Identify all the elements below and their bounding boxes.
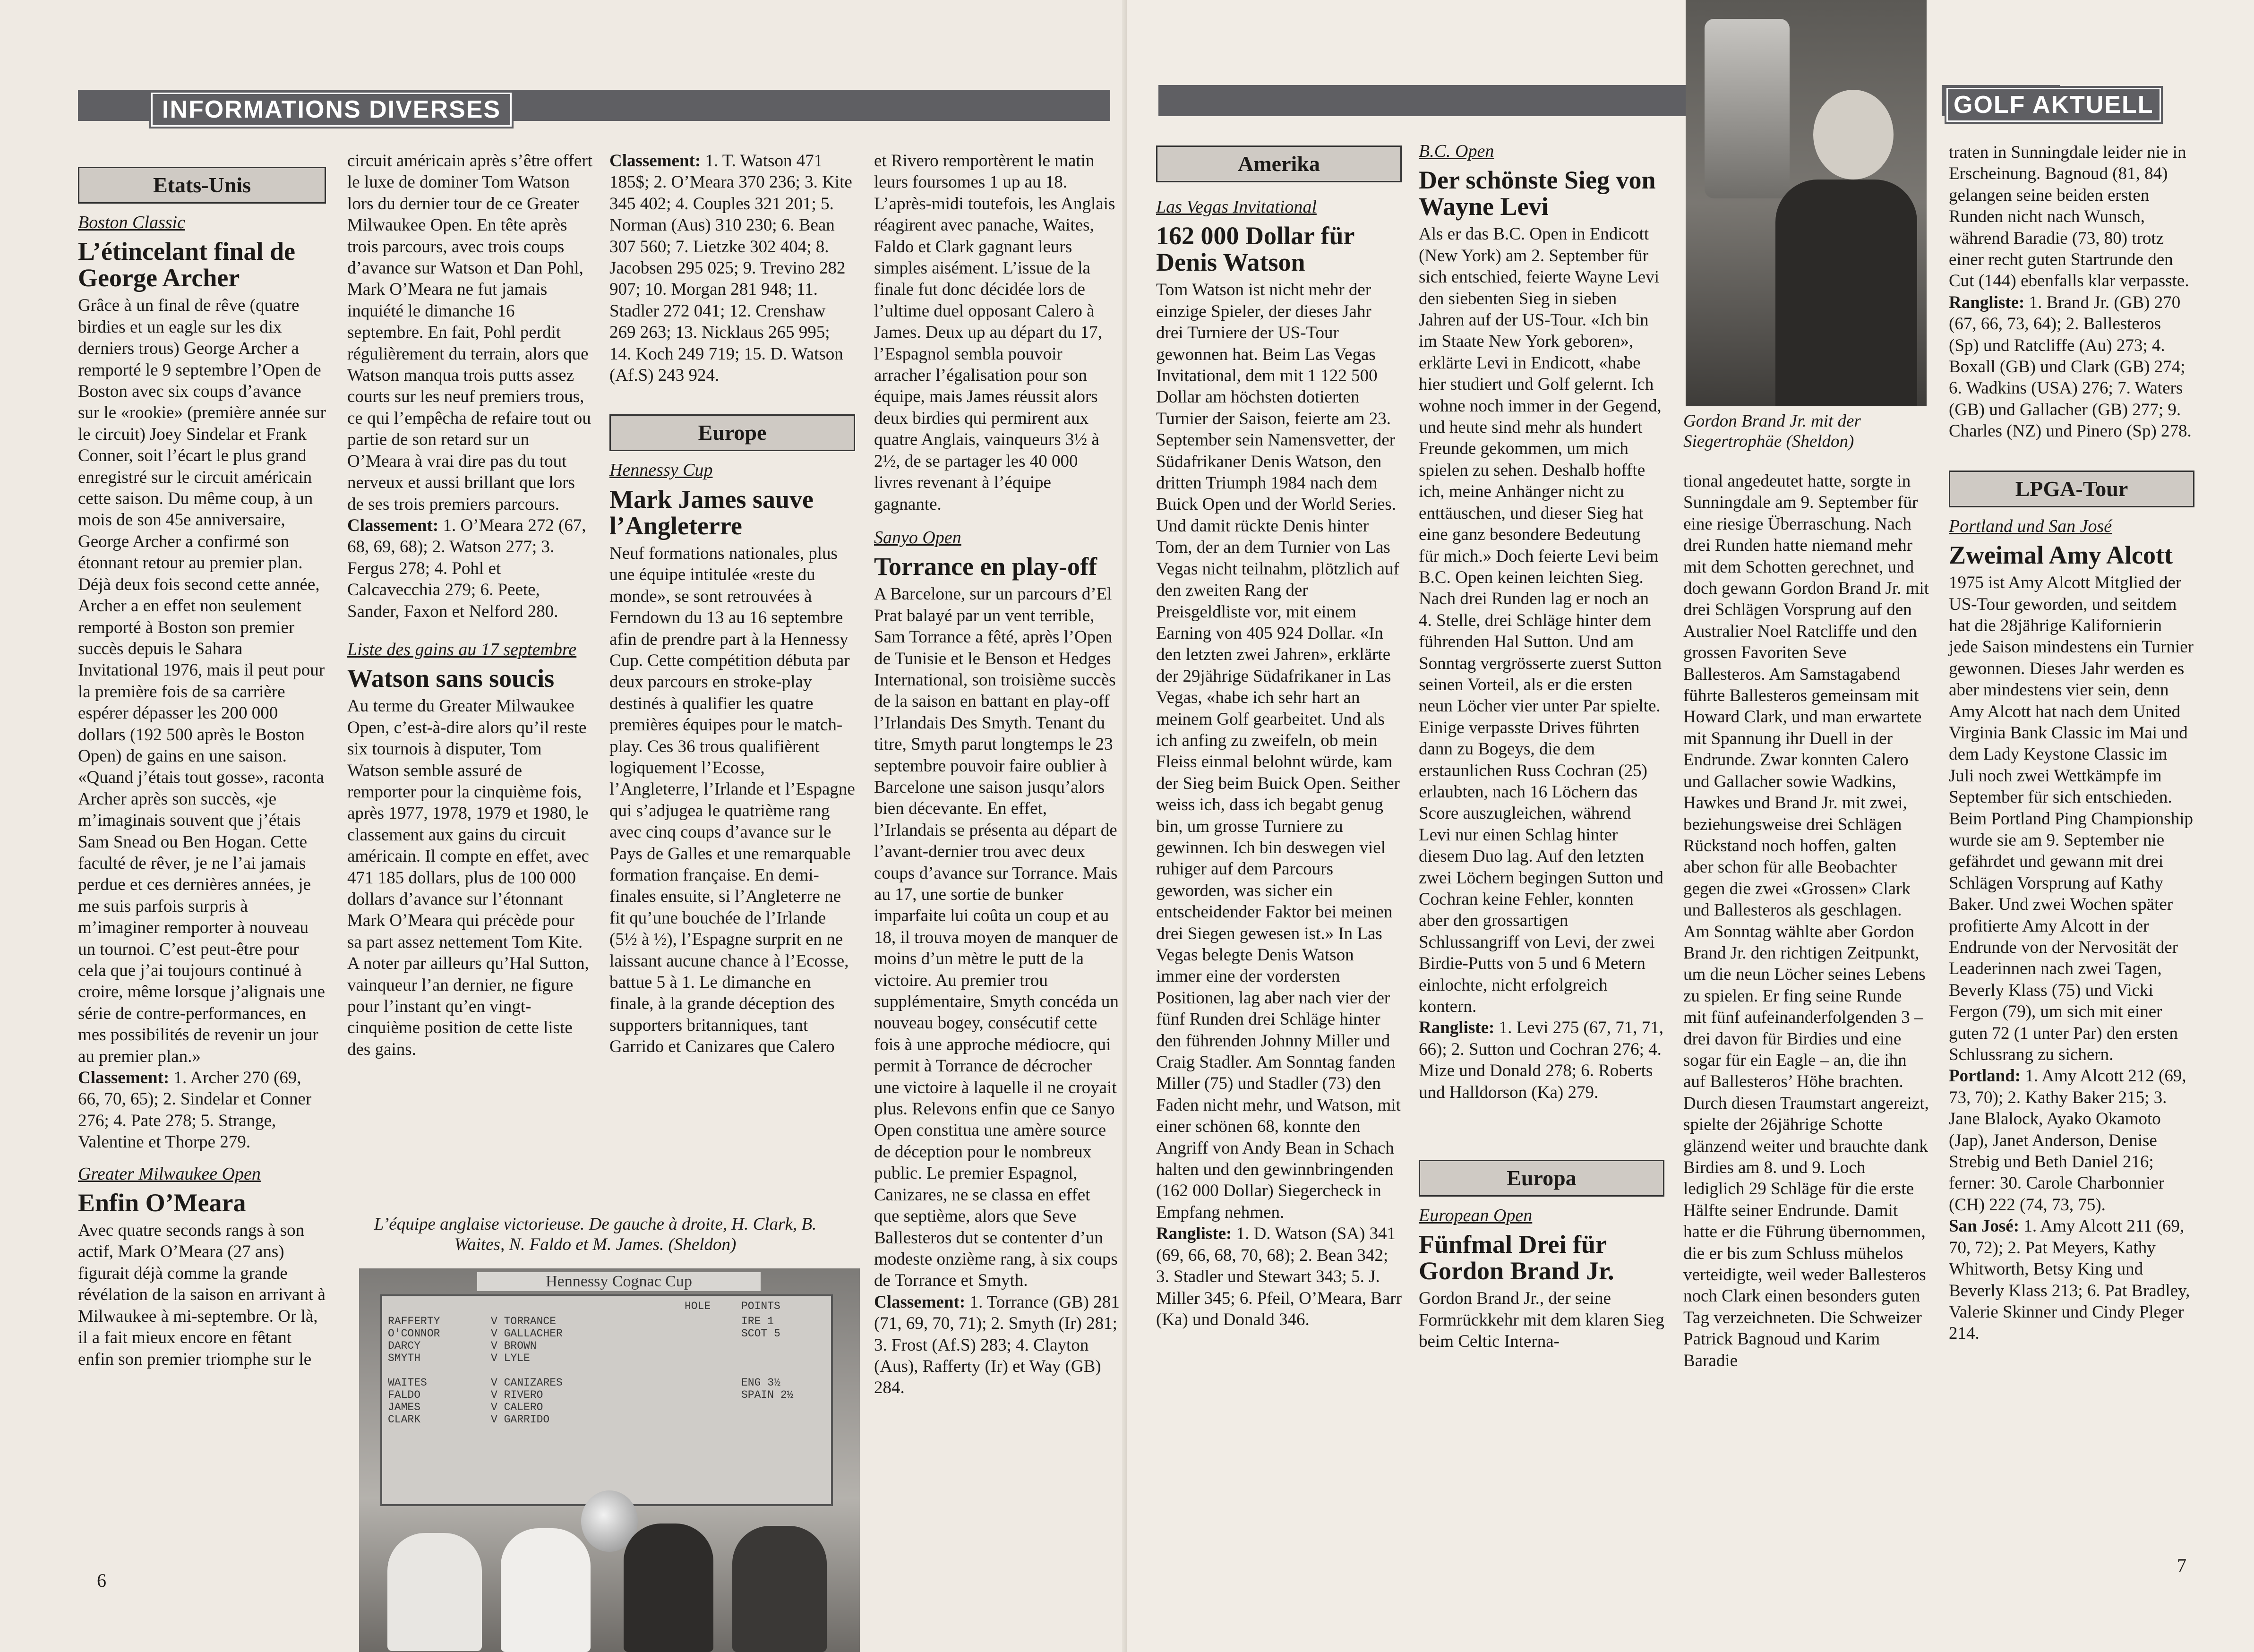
ranking-milwaukee: Classement: 1. O’Meara 272 (67, 68, 69, 68); 2. Watson 277; 3. Fergus 278; 4. Pohl et Calcavecchia 279; 6. Peete, Sander, Faxon et Nelford 280. [347,515,586,621]
kicker-hennessy-cup: Hennessy Cup [609,460,713,480]
article-body-hennessy: Neuf formations nationales, plus une équipe intitulée «reste du monde», se sont retrouvées à Ferndown du 13 au 16 septembre afin de prendre part à la Hennessy Cup. Cette compétition débuta par deux parcours en stroke-play destinés à qualifier les quatre premières équipes pour le match-play. Ces 36 trous qualifièrent logiquement l’Ecosse, l’Angleterre, l’Irlande et l’Espagne qui s’adjugea le quatrième rang avec cinq coups d’avance sur le Pays de Galles et une remarquable formation française. En demi-finales ensuite, si l’Angleterre ne fit qu’une bouchée de l’Irlande (5½ à ½), l’Espagne surprit en ne laissant aucune chance à l’Ecosse, battue 5 à 1. Le dimanche en finale, à la grande déception des supporters britanniques, tant Garrido et Canizares que Calero [609,543,855,1057]
right-page [1127,0,2254,1652]
golfer-1 [387,1533,482,1651]
headline-denis-watson: 162 000 Dollar für Denis Watson [1156,222,1354,277]
scoreboard-points-row: IRE 1 [741,1315,774,1327]
page-number-left: 6 [97,1570,106,1591]
scoreboard-left-row: RAFFERTY [388,1315,440,1327]
scoreboard-left-row: JAMES [388,1401,421,1413]
scoreboard: HOLE POINTS RAFFERTY O'CONNOR DARCY SMYTH WAITES FALDO JAMES CLARK V TORRANCE V GALLACHER V BROWN V LYLE V CANIZARES V RIVERO V CALERO V GARRIDO IRE 1 SCOT 5 ENG 3½ SPAIN 2½ [380,1294,833,1506]
golfer-2 [501,1528,591,1652]
scoreboard-points-row [741,1401,793,1413]
scoreboard-points-row [741,1413,793,1426]
page-number-right: 7 [2177,1555,2186,1576]
ranking-las-vegas: Rangliste: 1. D. Watson (SA) 341 (69, 66, 68, 70, 68); 2. Bean 342; 3. Stadler und Stewart 343; 5. J. Miller 345; 6. Pfeil, O’Meara, Barr (Ka) und Donald 346. [1156,1224,1402,1329]
scoreboard-left-row: WAITES [388,1377,427,1389]
headline-wayne-levi: Der schönste Sieg von Wayne Levi [1419,166,1656,221]
scoreboard-left-row [388,1364,440,1377]
kicker-milwaukee: Greater Milwaukee Open [78,1164,261,1184]
scoreboard-mid-row: V BROWN [491,1340,537,1352]
ranking-bc-open: Rangliste: 1. Levi 275 (67, 71, 71, 66); 2. Sutton und Cochran 276; 4. Mize und Donald 278; 6. Roberts und Halldorson (Ka) 279. [1419,1018,1663,1102]
golfer-body [1775,180,1917,406]
article-body-hennessy-cont: et Rivero remportèrent le matin leurs foursomes 1 up au 18. L’après-midi toutefois, les Anglais réagirent avec panache, Waites, Faldo et Clark gagnant leurs simples aisément. L’issue de la finale fut donc décidée lors de l’ultime duel opposant Calero à James. Deux up au départ du 17, l’Espagnol sembla pouvoir arracher l’égalisation pour son équipe, mais James réussit alors deux birdies qui permirent aux quatre Anglais, vainqueurs 3½ à 2½, de se partager les 40 000 livres revenant à l’équipe gagnante. [874,151,1115,514]
scoreboard-names-mid [491,1315,563,1426]
left-column-3 [609,150,855,1058]
ranking-european-open: Rangliste: 1. Brand Jr. (GB) 270 (67, 66, 73, 64); 2. Ballesteros (Sp) und Ratcliffe (Au) 273; 4. Boxall (GB) und Clark (GB) 274; 6. Wadkins (USA) 276; 7. Waters (GB) und Gallacher (GB) 277; 9. Charles (NZ) und Pinero (Sp) 278. [1949,292,2192,441]
trophy-right [1705,19,1790,198]
team-photo [359,1268,860,1652]
scoreboard-mid-row: V GARRIDO [491,1413,550,1426]
photo-banner: Hennessy Cognac Cup [477,1272,761,1291]
left-column-2 [347,150,593,1060]
kicker-boston-classic: Boston Classic [78,213,185,232]
scoreboard-points-row [741,1364,793,1377]
gordon-brand-photo [1686,0,1927,406]
scoreboard-mid-row [491,1364,563,1377]
scoreboard-points-row [741,1352,793,1364]
kicker-european-open: European Open [1419,1206,1533,1226]
article-body-omeara: Avec quatre seconds rangs à son actif, Mark O’Meara (27 ans) figurait déjà comme la grande révélation de la saison en arrivant à Milwaukee à mi-septembre. Or là, il a fait mieux encore en fêtant enfin son premier triomphe sur le [78,1221,326,1369]
left-column-1 [78,163,326,1370]
section-box-europe: Europe [609,414,855,451]
scoreboard-names-left [388,1315,440,1426]
scoreboard-points-row: SPAIN 2½ [741,1389,794,1401]
article-body-european-open-cont: tional angedeutet hatte, sorgte in Sunningdale am 9. September für eine riesige Überraschung. Nach drei Runden hatte niemand mehr mit dem Schotten gerechnet, und doch gewann Gordon Brand Jr. mit drei Schlägen Vorsprung auf den Australier Noel Ratcliffe und den grossen Favoriten Seve Ballesteros. Am Samstagabend führte Ballesteros gemeinsam mit Howard Clark, und man erwartete mit Spannung ihr Duell in der Endrunde. Zwar konnten Calero und Gallacher sowie Wadkins, Hawkes und Brand Jr. mit zwei, beziehungsweise drei Schlägen Rückstand noch hoffen, galten aber schon für alle Beobachter gegen die zwei «Grossen» Clark und Ballesteros als geschlagen. Am Sonntag wählte aber Gordon Brand Jr. den richtigen Zeitpunkt, um die neun Löcher seines Lebens zu spielen. Er fing seine Runde mit fünf aufeinanderfolgenden 3 – drei davon für Birdies und eine sogar für ein Eagle – an, die ihn auf Ballesteros’ Höhe brachten. Durch diesen Traumstart angereizt, spielte der 26jährige Schotte glänzend weiter und brauchte dank Birdies am 8. und 9. Loch lediglich 29 Schläge für die erste Hälfte seiner Endrunde. Damit hatte er die Führung übernommen, die er bis zum Schluss mühelos verteidigte, weil weder Ballesteros noch Clark einen besonders guten Tag verzeichneten. Die Schweizer Patrick Bagnoud und Karim Baradie [1683,471,1929,1370]
scoreboard-mid-row: V RIVERO [491,1389,543,1401]
scoreboard-left-row: FALDO [388,1389,421,1401]
section-box-etats-unis: Etats-Unis [78,167,326,204]
golfer-3 [624,1524,713,1652]
scoreboard-points-row [741,1340,793,1352]
scoreboard-points-row: SCOT 5 [741,1327,780,1340]
ranking-san-jose: San José: 1. Amy Alcott 211 (69, 70, 72); 2. Pat Meyers, Kathy Whitworth, Betsy King und Beverly Klass 213; 6. Pat Bradley, Valerie Skinner und Cindy Pleger 214. [1949,1216,2190,1344]
article-body-watson: Au terme du Greater Milwaukee Open, c’est-à-dire alors qu’il reste six tournois à disputer, Tom Watson semble assuré de remporter pour la cinquième fois, après 1977, 1978, 1979 et 1980, le classement aux gains du circuit américain. Il compte en effet, avec 471 185 dollars, plus de 100 000 dollars d’avance sur l’étonnant Mark O’Meara qui précède pour sa part assez nettement Tom Kite. A noter par ailleurs qu’Hal Sutton, vainqueur l’an dernier, ne figure pour l’instant qu’en vingt-cinquième position de cette liste des gains. [347,696,589,1059]
headline-mark-james: Mark James sauve l’Angleterre [609,485,814,540]
article-body-european-open-end: traten in Sunningdale leider nie in Erscheinung. Bagnoud (81, 84) gelangen seine beiden ersten Runden nicht nach Wunsch, während Baradie (73, 80) trotz einer recht guten Startrunde den Cut (144) ebenfalls klar verpasste. [1949,143,2189,291]
kicker-gains-list: Liste des gains au 17 septembre [347,639,577,659]
ranking-gains: Classement: 1. T. Watson 471 185$; 2. O’Meara 370 236; 3. Kite 345 402; 4. Couples 321 201; 5. Norman (Aus) 310 230; 6. Bean 307 560; 7. Lietzke 302 404; 8. Jacobsen 295 025; 9. Trevino 282 907; 10. Morgan 281 948; 11. Stadler 272 041; 12. Crenshaw 269 263; 13. Nicklaus 265 995; 14. Koch 249 719; 15. D. Watson (Af.S) 243 924. [609,151,852,385]
scoreboard-left-row: O'CONNOR [388,1327,440,1340]
headline-archer: L’étincelant final de George Archer [78,237,296,292]
article-body-sanyo: A Barcelone, sur un parcours d’El Prat balayé par un vent terrible, Sam Torrance a fêté, après l’Open de Tunisie et le Benson et Hedges International, son troisième succès de la saison en battant en play-off l’Irlandais Des Smyth. Tenant du titre, Smyth parut longtemps le 23 septembre pouvoir faire oublier à Barcelone une saison jusqu’alors bien décevante. En effet, l’Irlandais se présenta au départ de l’avant-dernier trou avec deux coups d’avance sur Torrance. Mais au 17, une sortie de bunker imparfaite lui coûta un coup et au 18, il trouva moyen de manquer de moins d’un mètre le putt de la victoire. Au premier trou supplémentaire, Smyth concéda un nouveau bogey, consécutif cette fois à une approche médiocre, qui permit à Torrance de décrocher une victoire à laquelle il ne croyait plus. Relevons enfin que ce Sanyo Open constitua une amère source de déception pour le nombreux public. Le premier Espagnol, Canizares, ne se classa en effet que septième, alors que Seve Ballesteros dut se contenter d’un modeste onzième rang, à six coups de Torrance et Smyth. [874,584,1119,1291]
scoreboard-mid-row: V CANIZARES [491,1377,563,1389]
scoreboard-left-row: CLARK [388,1413,421,1426]
ranking-sanyo: Classement: 1. Torrance (GB) 281 (71, 69, 70, 71); 2. Smyth (Ir) 281; 3. Frost (Af.S) 283; 4. Clayton (Aus), Rafferty (Ir) et Way (GB) 284. [874,1292,1120,1398]
article-body-las-vegas: Tom Watson ist nicht mehr der einzige Spieler, der dieses Jahr drei Turniere der US-Tour gewonnen hat. Beim Las Vegas Invitational, dem mit 1 122 500 Dollar am höchsten dotierten Turnier der Saison, feierte am 23. September sein Namensvetter, der Südafrikaner Denis Watson, den dritten Triumph 1984 nach dem Buick Open und der World Series. Und damit rückte Denis hinter Tom, der an dem Turnier von Las Vegas nicht teilnahm, plötzlich auf den zweiten Rang der Preisgeldliste vor, mit einem Earning von 405 924 Dollar. «In den letzten zwei Jahren», erklärte der 29jährige Südafrikaner in Las Vegas, «habe ich sehr hart an meinem Golf gearbeitet. Und als ich anfing zu zweifeln, ob mein Fleiss einmal belohnt würde, kam der Sieg beim Buick Open. Seither weiss ich, dass ich begabt genug bin, um grosse Turniere zu gewinnen. Ich bin deswegen viel ruhiger auf dem Parcours geworden, was sicher ein entscheidender Faktor bei meinen drei Siegen gewesen ist.» In Las Vegas belegte Denis Watson immer eine der vordersten Positionen, lag aber nach vier der fünf Runden drei Schläge hinter den führenden Johnny Miller und Craig Stadler. Am Sonntag fanden Miller (75) und Stadler (73) den Faden nicht mehr, und Watson, mit einer schönen 68, konnte den Angriff von Andy Bean in Schach halten und den gewinnbringenden (162 000 Dollar) Siegercheck in Empfang nehmen. [1156,280,1401,1222]
section-box-amerika: Amerika [1156,146,1402,182]
right-column-1 [1156,142,1402,1330]
kicker-bc-open: B.C. Open [1419,141,1494,161]
scoreboard-mid-row: V CALERO [491,1401,543,1413]
article-body-european-open: Gordon Brand Jr., der seine Formrückkehr mit dem klaren Sieg beim Celtic Interna- [1419,1289,1664,1352]
scoreboard-mid-row: V GALLACHER [491,1327,563,1340]
article-body-lpga: 1975 ist Amy Alcott Mitglied der US-Tour geworden, und seitdem hat die 28jährige Kalifornierin jede Saison mindestens ein Turnier gewonnen. Dieses Jahr werden es aber mindestens vier sein, denn Amy Alcott hat nach dem United Virginia Bank Classic im Mai und dem Lady Keystone Classic im Juli noch zwei Wettkämpfe im September für sich entschieden. Beim Portland Ping Championship wurde sie am 9. September nie gefährdet und gewann mit drei Schlägen Vorsprung auf Kathy Baker. Und zwei Wochen später profitierte Amy Alcott in der Endrunde von der Nervosität der Leaderinnen nach zwei Tagen, Beverly Klass (75) und Vicki Fergon (79), um sich mit einer guten 72 (1 unter Par) den ersten Schlussrang zu sichern. [1949,573,2194,1065]
left-column-4 [874,150,1120,1399]
ranking-portland: Portland: 1. Amy Alcott 212 (69, 73, 70); 2. Kathy Baker 215; 3. Jane Blalock, Ayako Okamoto (Jap), Janet Anderson, Denise Strebig und Beth Daniel 216; ferner: 30. Carole Charbonnier (CH) 222 (74, 73, 75). [1949,1066,2186,1215]
headline-omeara: Enfin O’Meara [78,1189,246,1217]
right-column-4 [1949,142,2194,1344]
section-header-golf-aktuell: GOLF AKTUELL [1946,88,2161,122]
article-body-omeara-cont: circuit américain après s’être offert le luxe de dominer Tom Watson lors du dernier tour de ce Greater Milwaukee Open. En tête après trois parcours, avec trois coups d’avance sur Watson et Dan Pohl, Mark O’Meara ne fut jamais inquiété le dimanche 16 septembre. En fait, Pohl perdit régulièrement du terrain, alors que Watson manqua trois putts assez courts sur les neuf premiers trous, ce qui l’empêcha de refaire tout ou partie de son retard sur un O’Meara à vrai dire pas du tout nerveux et aussi brillant que lors de ses trois premiers parcours. [347,151,593,514]
headline-torrance: Torrance en play-off [874,552,1097,581]
kicker-portland: Portland und San José [1949,516,2112,536]
scoreboard-mid-row: V TORRANCE [491,1315,557,1327]
section-box-lpga: LPGA-Tour [1949,471,2194,507]
golfer-head [1813,90,1894,180]
scoreboard-points [741,1315,793,1426]
headline-gordon-brand: Fünfmal Drei für Gordon Brand Jr. [1419,1230,1614,1285]
article-body-archer: Grâce à un final de rêve (quatre birdies et un eagle sur les dix derniers trous) George Archer a remporté le 9 septembre l’Open de Boston avec six coups d’avance sur le «rookie» (première année sur le circuit) Joey Sindelar et Frank Conner, soit l’écart le plus grand enregistré sur le circuit américain cette saison. Du même coup, à un mois de son 45e anniversaire, George Archer a confirmé son étonnant retour au premier plan. Déjà deux fois second cette année, Archer a en effet non seulement remporté à Boston son premier succès depuis le Sahara Invitational 1976, mais il peut pour la première fois de sa carrière espérer dépasser les 200 000 dollars (192 500 après le Boston Open) de gains en une saison. «Quand j’étais tout gosse», raconta Archer après son succès, «je m’imaginais souvent que j’étais Sam Snead ou Ben Hogan. Cette faculté de rêver, je ne l’ai jamais perdue et ces dernières années, je me suis parfois surpris à m’imaginer remporter à nouveau un tournoi. C’est peut-être pour cela que j’ai toujours continué à croire, même lorsque j’alignais une série de contre-performances, en mes possibilités de revenir un jour au premier plan.» [78,296,326,1066]
headline-watson-sans-soucis: Watson sans soucis [347,664,555,693]
kicker-las-vegas: Las Vegas Invitational [1156,197,1317,217]
scoreboard-left-row: DARCY [388,1340,421,1352]
kicker-sanyo-open: Sanyo Open [874,527,961,548]
header-bar-right [1158,85,1709,116]
scoreboard-points-row: ENG 3½ [741,1377,780,1389]
section-header-informations: INFORMATIONS DIVERSES [151,93,512,127]
scoreboard-mid-row: V LYLE [491,1352,530,1364]
right-column-2 [1419,141,1664,1352]
photo-caption-gordon-brand: Gordon Brand Jr. mit der Siegertrophäe (Sheldon) [1683,411,1861,451]
headline-amy-alcott: Zweimal Amy Alcott [1949,541,2173,570]
scoreboard-left-row: SMYTH [388,1352,421,1364]
right-column-3 [1683,411,1929,1371]
article-body-bc-open: Als er das B.C. Open in Endicott (New York) am 2. September für sich entschied, feierte Wayne Levi den siebenten Sieg in sieben Jahren auf der US-Tour. «Ich bin im Staate New York geboren», erklärte Levi in Endicott, «habe hier studiert und Golf gelernt. Ich wohne noch immer in der Gegend, und heute sind mehr als hundert Freunde gekommen, um mich spielen zu sehen. Deshalb hoffte ich, meine Anhänger nicht zu enttäuschen, und dieser Sieg hat eine ganz besondere Bedeutung für mich.» Doch feierte Levi beim B.C. Open keinen leichten Sieg. Nach drei Runden lag er noch an 4. Stelle, drei Schläge hinter dem führenden Hal Sutton. Und am Sonntag vergrösserte zuerst Sutton seinen Vorteil, als er die ersten neun Löcher vier unter Par spielte. Einige verpasste Drives führten dann zu Bogeys, die dem erstaunlichen Russ Cochran (25) erlaubten, nach 16 Löchern das Score auszugleichen, während Levi nur einen Schlag hinter diesem Duo lag. Auf den letzten zwei Löchern begingen Sutton und Cochran keine Fehler, konnten aber den grossartigen Schlussangriff von Levi, der zwei Birdie-Putts von 5 und 6 Metern einlochte, nicht erfolgreich kontern. [1419,224,1663,1017]
section-box-europa: Europa [1419,1160,1664,1197]
golfer-4 [732,1526,827,1652]
photo-caption-english-team: L’équipe anglaise victorieuse. De gauche à droite, H. Clark, B. Waites, N. Faldo et M. James. (Sheldon) [374,1215,817,1254]
ranking-boston: Classement: 1. Archer 270 (69, 66, 70, 65); 2. Sindelar et Conner 276; 4. Pate 278; 5. Strange, Valentine et Thorpe 279. [78,1068,312,1152]
